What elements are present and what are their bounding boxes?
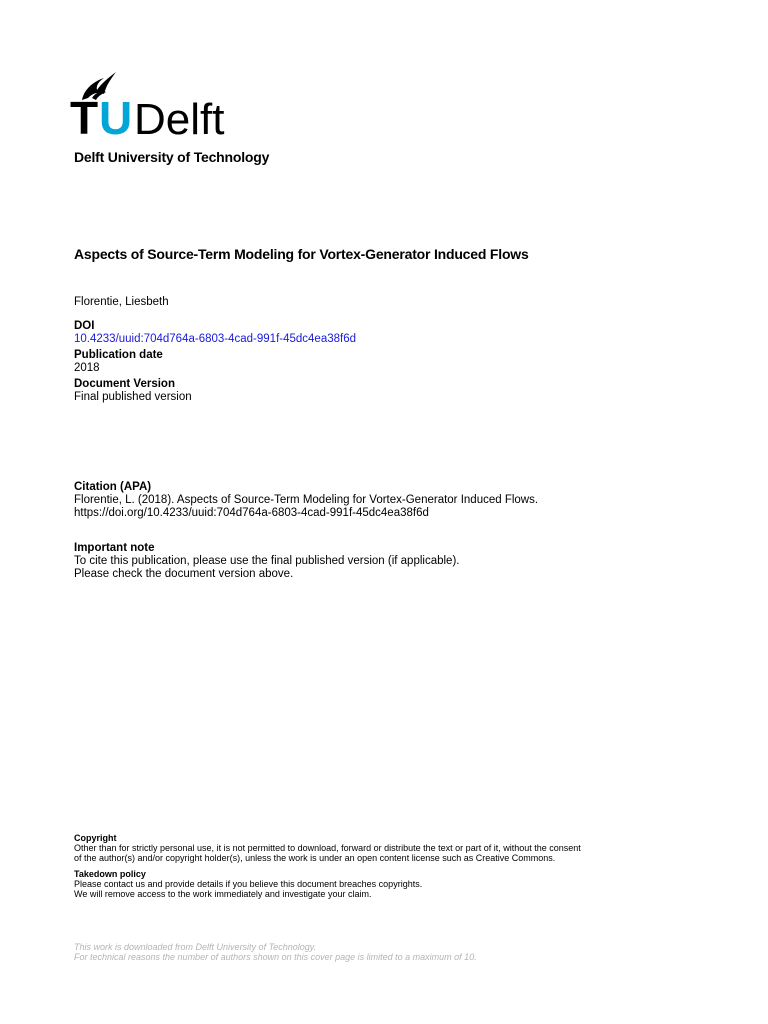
author-name: Florentie, Liesbeth [74, 296, 169, 308]
citation-line-1: Florentie, L. (2018). Aspects of Source-Term Modeling for Vortex-Generator Induced Flows. [74, 494, 539, 506]
citation-label: Citation (APA) [74, 481, 152, 493]
footer-notice [74, 942, 714, 962]
document-title: Aspects of Source-Term Modeling for Vortex-Generator Induced Flows [74, 246, 529, 262]
doi-value [74, 333, 674, 346]
tu-delft-logo-graphic [70, 68, 260, 138]
takedown-line-1: Please contact us and provide details if you believe this document breaches copyrights. [74, 879, 423, 889]
legal-section [74, 833, 714, 899]
important-note-label: Important note [74, 542, 155, 554]
doi-section [74, 320, 674, 346]
publication-date-label: Publication date [74, 349, 163, 361]
logo-t-letter: T [70, 92, 99, 138]
university-name: Delft University of Technology [74, 149, 270, 165]
publication-date-section [74, 349, 674, 375]
important-note-line-2: Please check the document version above. [74, 568, 294, 580]
copyright-line-2: of the author(s) and/or copyright holder(s), unless the work is under an open content license such as Creative Commons. [74, 853, 556, 863]
logo-u-letter: U [99, 92, 133, 138]
doi-link[interactable]: 10.4233/uuid:704d764a-6803-4cad-991f-45dc4ea38f6d [74, 333, 356, 345]
footer-line-1: This work is downloaded from Delft University of Technology. [74, 942, 317, 952]
logo-delft-text: Delft [134, 95, 225, 138]
takedown-line-2: We will remove access to the work immediately and investigate your claim. [74, 889, 372, 899]
citation-line-2: https://doi.org/10.4233/uuid:704d764a-6803-4cad-991f-45dc4ea38f6d [74, 507, 429, 519]
copyright-label: Copyright [74, 833, 117, 843]
important-note-section [74, 542, 714, 581]
document-version-label: Document Version [74, 378, 175, 390]
document-version-section [74, 378, 674, 404]
footer-line-2: For technical reasons the number of authors shown on this cover page is limited to a maximum of 10. [74, 952, 477, 962]
metadata-block [74, 320, 674, 407]
takedown-label: Takedown policy [74, 869, 146, 879]
copyright-line-1: Other than for strictly personal use, it is not permitted to download, forward or distribute the text or part of it, without the consent [74, 843, 581, 853]
important-note-line-1: To cite this publication, please use the final published version (if applicable). [74, 555, 460, 567]
citation-section [74, 481, 714, 520]
publication-date-value: 2018 [74, 362, 100, 374]
doi-label: DOI [74, 320, 95, 332]
tu-delft-logo [70, 68, 260, 138]
document-version-value: Final published version [74, 391, 192, 403]
